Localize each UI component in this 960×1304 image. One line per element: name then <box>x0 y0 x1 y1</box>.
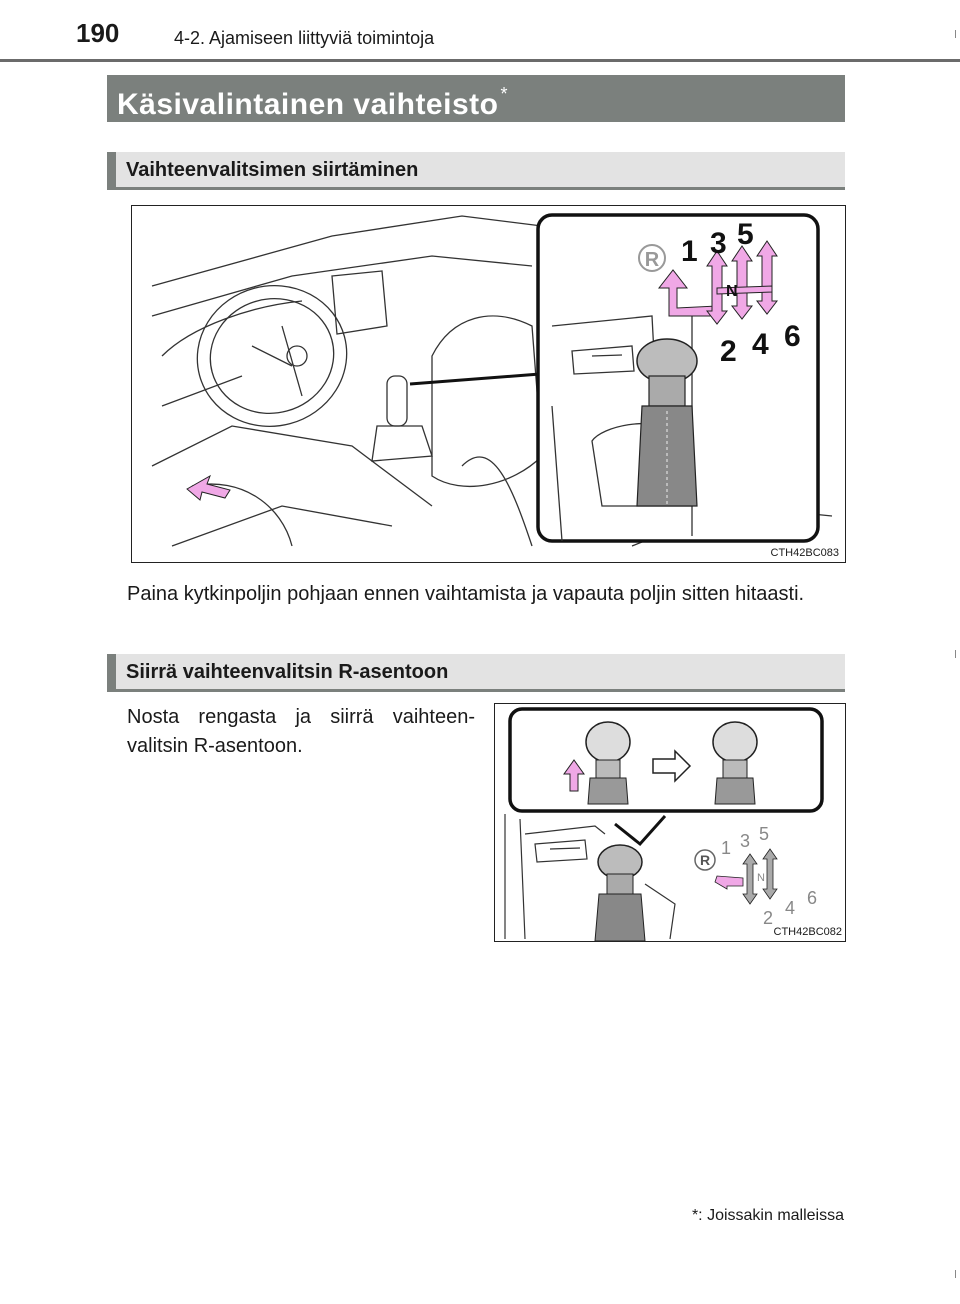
figure-code: CTH42BC082 <box>773 926 842 938</box>
gear-label-3: 3 <box>710 227 727 260</box>
instruction-text: Paina kytkinpoljin pohjaan ennen vaihtamista ja vapauta poljin sitten hitaasti. <box>127 583 805 605</box>
reverse-instruction-text: Nosta rengasta ja siirrä vaihteen-valitsin R-asentoon. <box>127 706 475 757</box>
gear-label-n: N <box>757 872 765 884</box>
edge-mark <box>955 30 956 38</box>
gear-label-1: 1 <box>721 838 732 858</box>
subheading-shifting: Vaihteenvalitsimen siirtäminen <box>107 152 845 190</box>
gear-knob-icon <box>595 845 645 941</box>
figure-reverse-shift <box>494 703 846 942</box>
gear-label-4: 4 <box>752 328 769 361</box>
shift-illustration <box>132 206 845 562</box>
section-path: 4-2. Ajamiseen liittyviä toimintoja <box>174 28 435 48</box>
gear-label-2: 2 <box>763 908 774 928</box>
footnote <box>692 1207 844 1225</box>
page-number: 190 <box>76 18 120 48</box>
gear-label-5: 5 <box>759 824 770 844</box>
reverse-illustration <box>495 704 845 941</box>
edge-mark <box>955 1270 956 1278</box>
page-title <box>107 75 845 122</box>
gear-label-2: 2 <box>720 335 737 368</box>
gear-label-6: 6 <box>807 888 818 908</box>
figure-shift-lever <box>131 205 846 563</box>
gear-label-1: 1 <box>681 235 698 268</box>
gear-label-6: 6 <box>784 320 801 353</box>
gear-label-5: 5 <box>737 218 754 251</box>
gear-knob-icon <box>637 339 697 506</box>
gear-label-r: R <box>699 852 711 868</box>
edge-mark <box>955 650 956 658</box>
page-title-text: Käsivalintainen vaihteisto <box>117 88 499 121</box>
footnote-text: : Joissakin malleissa <box>698 1207 844 1224</box>
gear-label-4: 4 <box>785 898 796 918</box>
footnote-asterisk: * <box>691 1207 699 1224</box>
header-rule <box>0 59 960 62</box>
gear-label-3: 3 <box>740 831 751 851</box>
title-asterisk: * <box>500 84 508 104</box>
gear-label-n: N <box>726 283 738 300</box>
gear-label-r: R <box>644 249 660 271</box>
subheading-reverse: Siirrä vaihteenvalitsin R-asentoon <box>107 654 845 692</box>
figure-code: CTH42BC083 <box>770 547 839 559</box>
